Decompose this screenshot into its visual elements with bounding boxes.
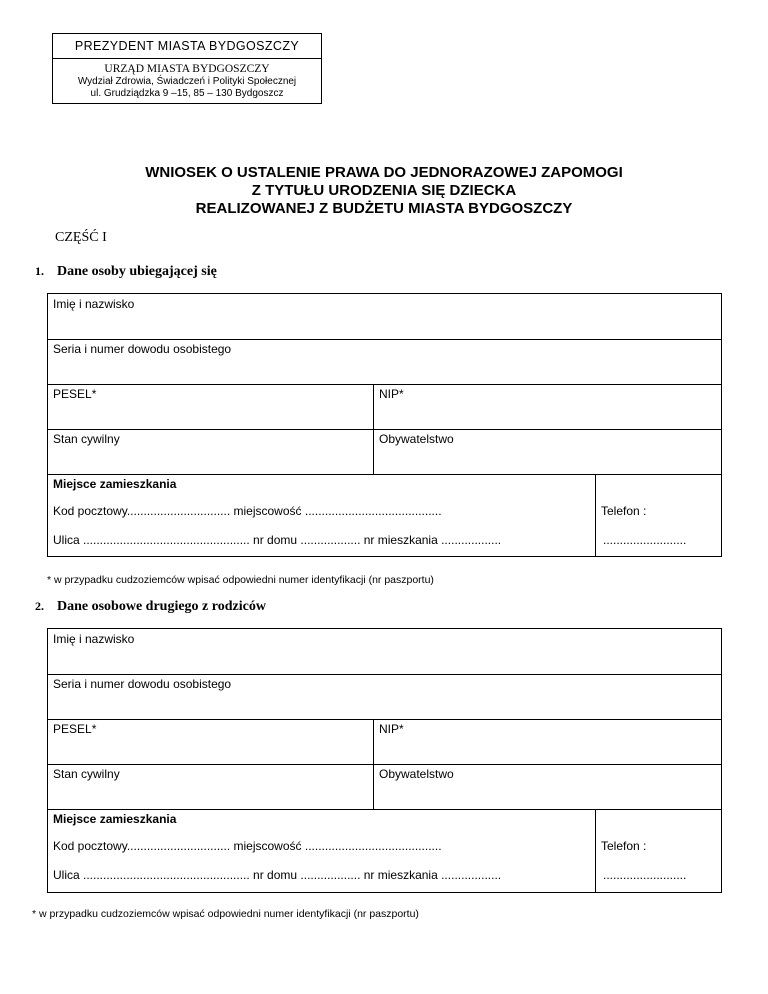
section-1-title: Dane osoby ubiegającej się: [57, 264, 217, 279]
s2-citizenship-field[interactable]: Obywatelstwo: [379, 767, 454, 781]
s1-footnote: * w przypadku cudzoziemców wpisać odpowiedni numer identyfikacji (nr paszportu): [47, 574, 434, 586]
divider: [595, 474, 596, 557]
divider: [47, 474, 722, 475]
section-2-table: [47, 628, 722, 893]
divider: [373, 719, 374, 809]
divider: [47, 764, 722, 765]
section-2-number: 2.: [35, 599, 44, 613]
s2-pesel-field[interactable]: PESEL*: [53, 722, 97, 736]
form-title-line-2: Z TYTUŁU URODZENIA SIĘ DZIECKA: [251, 182, 517, 199]
s1-citizenship-field[interactable]: Obywatelstwo: [379, 432, 454, 446]
header-office-box: [52, 58, 322, 104]
s1-nip-field[interactable]: NIP*: [379, 387, 404, 401]
form-title-line-1: WNIOSEK O USTALENIE PRAWA DO JEDNORAZOWEJ ZAPOMOGI: [145, 164, 623, 181]
section-2-title: Dane osobowe drugiego z rodziców: [57, 599, 266, 614]
divider: [47, 429, 722, 430]
s2-postal-city-field[interactable]: Kod pocztowy............................... miejscowość .........................................: [53, 839, 442, 853]
s1-marital-status-field[interactable]: Stan cywilny: [53, 432, 120, 446]
divider: [47, 339, 722, 340]
s2-street-field[interactable]: Ulica .................................................. nr domu .................. nr mieszkania ..................: [53, 868, 502, 882]
s1-phone-label: Telefon :: [601, 504, 647, 518]
divider: [373, 384, 374, 474]
form-title: [0, 164, 768, 218]
form-title-line-3: REALIZOWANEJ Z BUDŻETU MIASTA BYDGOSZCZY: [195, 200, 573, 217]
s1-phone-field[interactable]: .........................: [603, 533, 687, 547]
s1-street-field[interactable]: Ulica .................................................. nr domu .................. nr mieszkania ..................: [53, 533, 502, 547]
header-office-name: URZĄD MIASTA BYDGOSZCZY: [104, 63, 270, 75]
s2-footnote: * w przypadku cudzoziemców wpisać odpowiedni numer identyfikacji (nr paszportu): [32, 908, 419, 920]
s2-name-field[interactable]: Imię i nazwisko: [53, 632, 135, 646]
s2-nip-field[interactable]: NIP*: [379, 722, 404, 736]
s2-marital-status-field[interactable]: Stan cywilny: [53, 767, 120, 781]
s1-postal-city-field[interactable]: Kod pocztowy............................... miejscowość .........................................: [53, 504, 442, 518]
divider: [47, 384, 722, 385]
section-1-number: 1.: [35, 264, 44, 278]
header-address: ul. Grudziądzka 9 –15, 85 – 130 Bydgoszcz: [90, 88, 284, 99]
divider: [47, 719, 722, 720]
s2-id-card-field[interactable]: Seria i numer dowodu osobistego: [53, 677, 232, 691]
s2-residence-heading: Miejsce zamieszkania: [53, 812, 177, 826]
divider: [47, 809, 722, 810]
divider: [47, 674, 722, 675]
part-label: CZĘŚĆ I: [55, 230, 107, 245]
section-2-heading: [25, 599, 266, 615]
header-department: Wydział Zdrowia, Świadczeń i Polityki Społecznej: [77, 76, 297, 87]
divider: [595, 809, 596, 893]
header-institution: PREZYDENT MIASTA BYDGOSZCZY: [52, 33, 322, 59]
s1-id-card-field[interactable]: Seria i numer dowodu osobistego: [53, 342, 232, 356]
s1-residence-heading: Miejsce zamieszkania: [53, 477, 177, 491]
s2-phone-field[interactable]: .........................: [603, 868, 687, 882]
s2-phone-label: Telefon :: [601, 839, 647, 853]
section-1-heading: [25, 264, 217, 280]
s1-name-field[interactable]: Imię i nazwisko: [53, 297, 135, 311]
s1-pesel-field[interactable]: PESEL*: [53, 387, 97, 401]
